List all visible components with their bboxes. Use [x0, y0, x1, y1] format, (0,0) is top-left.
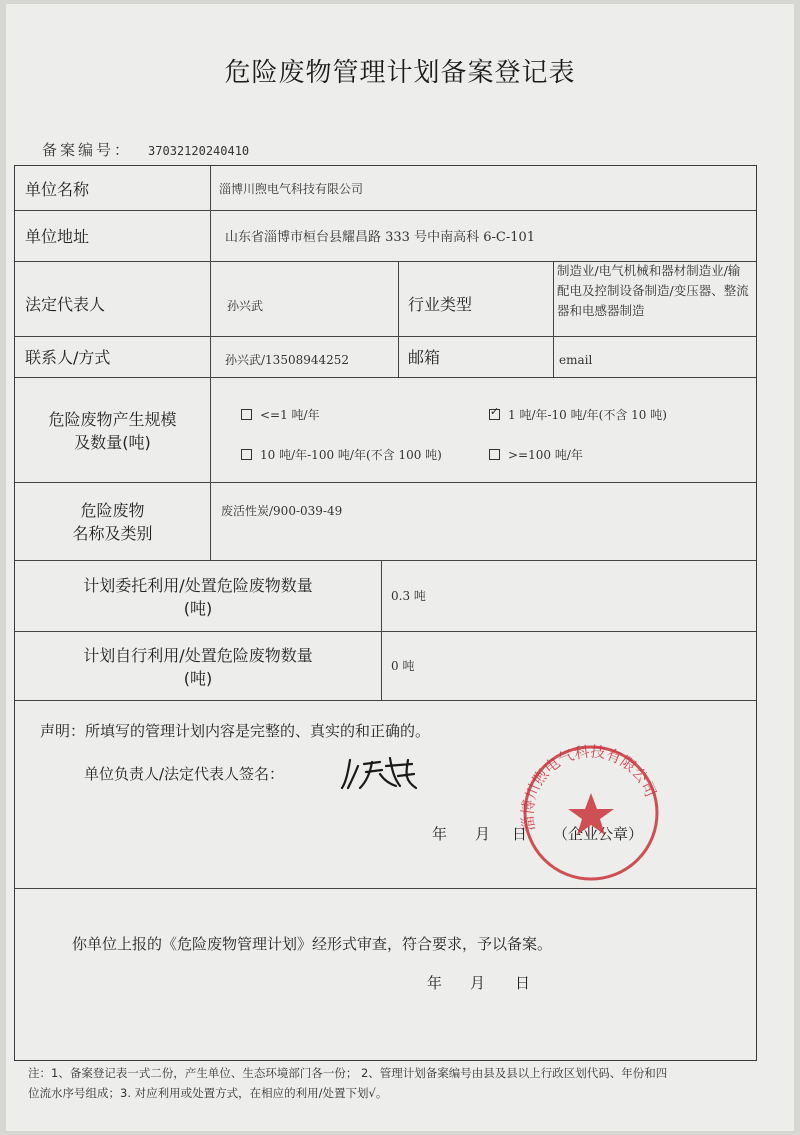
checkbox-icon[interactable]	[489, 449, 500, 460]
self-use-value: 0 吨	[391, 659, 415, 673]
footer-note-line2: 位流水序号组成；3. 对应利用或处置方式，在相应的利用/处置下划√。	[28, 1086, 388, 1100]
form-title: 危险废物管理计划备案登记表	[224, 58, 576, 88]
entrust-value: 0.3 吨	[391, 589, 426, 603]
filing-number-line	[42, 139, 249, 160]
scale-option-2[interactable]: ✓ 1 吨/年-10 吨/年(不含 10 吨)	[489, 406, 667, 423]
filing-number-label: 备案编号：	[42, 141, 133, 159]
filing-number-value: 37032120240410	[148, 144, 250, 158]
form-table	[14, 165, 757, 1061]
declaration-statement: 声明：所填写的管理计划内容是完整的、真实的和正确的。	[40, 722, 431, 740]
unit-address-label: 单位地址	[25, 227, 90, 246]
mailbox-label: 邮箱	[408, 348, 441, 367]
unit-name-value: 淄博川煦电气科技有限公司	[219, 181, 364, 196]
approval-day: 日	[515, 974, 531, 992]
scale-option-4[interactable]: >=100 吨/年	[489, 446, 583, 463]
entrust-label: 计划委托利用/处置危险废物数量 (吨)	[83, 575, 313, 618]
checked-checkbox-icon[interactable]	[489, 409, 500, 420]
contact-value: 孙兴武/13508944252	[225, 353, 350, 367]
signer-label: 单位负责人/法定代表人签名：	[84, 765, 285, 783]
checkbox-icon[interactable]	[241, 409, 252, 420]
waste-name-value: 废活性炭/900-039-49	[221, 503, 343, 518]
signature-image	[320, 752, 430, 792]
scale-label: 危险废物产生规模 及数量(吨)	[48, 409, 177, 452]
footer-note-line1: 注：1、备案登记表一式二份，产生单位、生态环境部门各一份； 2、管理计划备案编号由县及县以上行政区划代码、年份和四	[28, 1066, 668, 1080]
waste-name-label: 危险废物 名称及类别	[72, 501, 153, 543]
svg-text:淄博川煦电气科技有限公司: 淄博川煦电气科技有限公司	[518, 742, 660, 833]
declaration-day: 日	[512, 825, 528, 843]
self-use-label: 计划自行利用/处置危险废物数量 (吨)	[83, 645, 313, 688]
footer-notes	[28, 1063, 758, 1103]
mailbox-value: email	[559, 352, 593, 367]
checkbox-icon[interactable]	[241, 449, 252, 460]
scale-option-3[interactable]: 10 吨/年-100 吨/年(不含 100 吨)	[241, 446, 442, 463]
approval-year: 年	[427, 974, 443, 992]
scale-option-1[interactable]: <=1 吨/年	[241, 406, 320, 423]
declaration-month: 月	[475, 825, 491, 843]
unit-name-label: 单位名称	[25, 179, 90, 199]
declaration-year: 年	[432, 825, 448, 843]
company-seal-stamp	[505, 735, 675, 885]
legal-rep-label: 法定代表人	[25, 295, 106, 314]
industry-value: 制造业/电气机械和器材制造业/输配电及控制设备制造/变压器、整流器和电感器制造	[557, 263, 749, 318]
legal-rep-value: 孙兴武	[227, 299, 264, 313]
seal-label: （企业公章）	[553, 825, 644, 843]
unit-address-value: 山东省淄博市桓台县耀昌路 333 号中南高科 6-C-101	[225, 230, 536, 245]
approval-month: 月	[470, 974, 486, 992]
contact-label: 联系人/方式	[25, 348, 111, 367]
industry-label: 行业类型	[408, 295, 473, 314]
approval-text: 你单位上报的《危险废物管理计划》经形式审查，符合要求，予以备案。	[72, 935, 553, 953]
